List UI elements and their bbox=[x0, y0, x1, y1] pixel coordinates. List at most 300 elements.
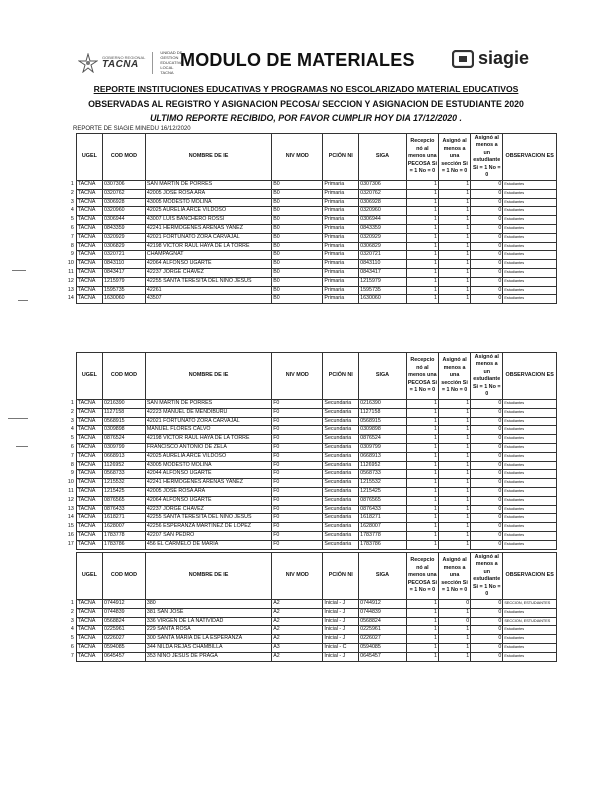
siga-cell: 0307306 bbox=[359, 181, 407, 190]
nombre-ie-cell: 42021 FORTUNATO ZORA CARVAJAL bbox=[145, 233, 271, 242]
ugel-cell: TACNA bbox=[76, 260, 102, 269]
ugel-cell: TACNA bbox=[76, 452, 102, 461]
col-opcion: PCIÓN NI bbox=[323, 553, 359, 600]
seccion-cell: 1 bbox=[438, 181, 470, 190]
estudiante-cell: 0 bbox=[471, 608, 503, 617]
nombre-ie-cell: MANUEL FLORES CALVO bbox=[145, 426, 271, 435]
ugel-cell: TACNA bbox=[76, 540, 102, 549]
observacion-cell: Estudiantes bbox=[503, 286, 557, 295]
niv-mod-cell: F0 bbox=[272, 531, 323, 540]
nombre-ie-cell: 42064 ALFONSO UGARTE bbox=[145, 496, 271, 505]
cod-mod-cell: 0309799 bbox=[103, 443, 146, 452]
siga-cell: 0320721 bbox=[359, 251, 407, 260]
row-number: 3 bbox=[70, 617, 74, 624]
observacion-cell: SECCION, ESTUDIANTES bbox=[503, 600, 557, 609]
estudiante-cell: 0 bbox=[471, 626, 503, 635]
siga-cell: 0645457 bbox=[359, 652, 407, 661]
row-number: 7 bbox=[70, 452, 74, 459]
table-row bbox=[62, 408, 557, 417]
row-number: 13 bbox=[67, 286, 74, 293]
opcion-cell: Primaria bbox=[323, 242, 359, 251]
siga-cell: 0216390 bbox=[359, 400, 407, 409]
seccion-cell: 1 bbox=[438, 643, 470, 652]
opcion-cell: Inicial - J bbox=[323, 600, 359, 609]
nombre-ie-cell: 344 NILDA REJAS CHAMBILLA bbox=[145, 643, 271, 652]
opcion-cell: Secundaria bbox=[323, 435, 359, 444]
estudiante-cell: 0 bbox=[471, 505, 503, 514]
niv-mod-cell: F0 bbox=[272, 496, 323, 505]
table-row bbox=[62, 242, 557, 251]
blank-header bbox=[62, 134, 76, 181]
estudiante-cell: 0 bbox=[471, 286, 503, 295]
pecosa-cell: 1 bbox=[406, 540, 438, 549]
pecosa-cell: 1 bbox=[406, 470, 438, 479]
opcion-cell: Secundaria bbox=[323, 523, 359, 532]
pecosa-cell: 1 bbox=[406, 531, 438, 540]
nombre-ie-cell: 353 NIÑO JESUS DE PRAGA bbox=[145, 652, 271, 661]
siga-cell: 1127158 bbox=[359, 408, 407, 417]
nombre-ie-cell: 42237 JORGE CHAVEZ bbox=[145, 268, 271, 277]
niv-mod-cell: F0 bbox=[272, 505, 323, 514]
col-pecosa: Recepcio nó al menos una PECOSA Si = 1 No = 0 bbox=[406, 134, 438, 181]
table-row bbox=[62, 417, 557, 426]
pecosa-cell: 1 bbox=[406, 617, 438, 626]
nombre-ie-cell: 42044 ALFONSO UGARTE bbox=[145, 470, 271, 479]
col-opcion: PCIÓN NI bbox=[323, 134, 359, 181]
pecosa-cell: 1 bbox=[406, 600, 438, 609]
seccion-cell: 1 bbox=[438, 470, 470, 479]
niv-mod-cell: F0 bbox=[272, 417, 323, 426]
row-number: 5 bbox=[70, 216, 74, 223]
seccion-cell: 0 bbox=[438, 617, 470, 626]
row-number: 2 bbox=[70, 408, 74, 415]
table-row bbox=[62, 286, 557, 295]
pecosa-cell: 1 bbox=[406, 242, 438, 251]
estudiante-cell: 0 bbox=[471, 181, 503, 190]
observacion-cell: SECCION, ESTUDIANTES bbox=[503, 617, 557, 626]
table-row bbox=[62, 224, 557, 233]
opcion-cell: Secundaria bbox=[323, 443, 359, 452]
siga-cell: 0320929 bbox=[359, 233, 407, 242]
estudiante-cell: 0 bbox=[471, 251, 503, 260]
row-number: 16 bbox=[67, 531, 74, 538]
ugel-cell: TACNA bbox=[76, 487, 102, 496]
opcion-cell: Primaria bbox=[323, 268, 359, 277]
pecosa-cell: 1 bbox=[406, 268, 438, 277]
seccion-cell: 1 bbox=[438, 426, 470, 435]
table-header-row bbox=[62, 553, 557, 600]
table-row bbox=[62, 496, 557, 505]
opcion-cell: Secundaria bbox=[323, 531, 359, 540]
nombre-ie-cell: 42005 JOSE ROSA ARA bbox=[145, 487, 271, 496]
opcion-cell: Primaria bbox=[323, 216, 359, 225]
table-row bbox=[62, 635, 557, 644]
niv-mod-cell: B0 bbox=[272, 277, 323, 286]
table-row bbox=[62, 268, 557, 277]
col-pecosa: Recepcio nó al menos una PECOSA Si = 1 No = 0 bbox=[406, 553, 438, 600]
opcion-cell: Primaria bbox=[323, 260, 359, 269]
siga-cell: 0744839 bbox=[359, 608, 407, 617]
table-row bbox=[62, 295, 557, 304]
niv-mod-cell: B0 bbox=[272, 216, 323, 225]
table-primaria bbox=[62, 133, 557, 304]
row-number: 1 bbox=[70, 600, 74, 606]
ugel-cell: TACNA bbox=[76, 268, 102, 277]
ugel-cell: TACNA bbox=[76, 435, 102, 444]
niv-mod-cell: F0 bbox=[272, 470, 323, 479]
ugel-cell: TACNA bbox=[76, 426, 102, 435]
row-number: 5 bbox=[70, 635, 74, 642]
ugel-cell: TACNA bbox=[76, 514, 102, 523]
pecosa-cell: 1 bbox=[406, 652, 438, 661]
row-number: 9 bbox=[70, 470, 74, 477]
cod-mod-cell: 0594085 bbox=[103, 643, 146, 652]
cod-mod-cell: 0876565 bbox=[103, 496, 146, 505]
observacion-cell: Estudiantes bbox=[503, 531, 557, 540]
pecosa-cell: 1 bbox=[406, 207, 438, 216]
niv-mod-cell: B0 bbox=[272, 224, 323, 233]
opcion-cell: Inicial - J bbox=[323, 635, 359, 644]
nombre-ie-cell: 43005 MODESTO MOLINA bbox=[145, 461, 271, 470]
ugel-cell: TACNA bbox=[76, 295, 102, 304]
cod-mod-cell: 0843417 bbox=[103, 268, 146, 277]
pecosa-cell: 1 bbox=[406, 400, 438, 409]
table-row bbox=[62, 400, 557, 409]
col-ugel: UGEL bbox=[76, 353, 102, 400]
opcion-cell: Secundaria bbox=[323, 496, 359, 505]
ugel-cell: TACNA bbox=[76, 496, 102, 505]
estudiante-cell: 0 bbox=[471, 242, 503, 251]
niv-mod-cell: B0 bbox=[272, 251, 323, 260]
siga-cell: 0226027 bbox=[359, 635, 407, 644]
table-row bbox=[62, 540, 557, 549]
siga-cell: 0320762 bbox=[359, 189, 407, 198]
row-number: 9 bbox=[70, 251, 74, 258]
opcion-cell: Secundaria bbox=[323, 452, 359, 461]
seccion-cell: 1 bbox=[438, 608, 470, 617]
estudiante-cell: 0 bbox=[471, 600, 503, 609]
seccion-cell: 1 bbox=[438, 260, 470, 269]
estudiante-cell: 0 bbox=[471, 652, 503, 661]
nombre-ie-cell: 229 SANTA ROSA bbox=[145, 626, 271, 635]
opcion-cell: Secundaria bbox=[323, 400, 359, 409]
observacion-cell: Estudiantes bbox=[503, 608, 557, 617]
pecosa-cell: 1 bbox=[406, 417, 438, 426]
seccion-cell: 1 bbox=[438, 435, 470, 444]
nombre-ie-cell: 42198 VICTOR RAUL HAYA DE LA TORRE bbox=[145, 242, 271, 251]
col-pecosa: Recepcio nó al menos una PECOSA Si = 1 No = 0 bbox=[406, 353, 438, 400]
row-number: 15 bbox=[67, 523, 74, 530]
observacion-cell: Estudiantes bbox=[503, 435, 557, 444]
cod-mod-cell: 0843110 bbox=[103, 260, 146, 269]
nombre-ie-cell: 42255 SANTA TERESITA DEL NIÑO JESUS bbox=[145, 277, 271, 286]
nombre-ie-cell: SAN MARTIN DE PORRES bbox=[145, 181, 271, 190]
opcion-cell: Primaria bbox=[323, 198, 359, 207]
nombre-ie-cell: 380 bbox=[145, 600, 271, 609]
nombre-ie-cell: 42237 JORGE CHAVEZ bbox=[145, 505, 271, 514]
ugel-cell: TACNA bbox=[76, 461, 102, 470]
observacion-cell: Estudiantes bbox=[503, 643, 557, 652]
col-estudiante: Asignó al menos a un estudiante Si = 1 No = 0 bbox=[471, 134, 503, 181]
blank-header bbox=[62, 353, 76, 400]
scan-mark bbox=[18, 300, 28, 301]
seccion-cell: 1 bbox=[438, 487, 470, 496]
niv-mod-cell: F0 bbox=[272, 514, 323, 523]
row-number: 12 bbox=[67, 496, 74, 503]
table-row bbox=[62, 600, 557, 609]
observacion-cell: Estudiantes bbox=[503, 514, 557, 523]
seccion-cell: 1 bbox=[438, 189, 470, 198]
table-row bbox=[62, 523, 557, 532]
table-row bbox=[62, 479, 557, 488]
col-cod-mod: COD MOD bbox=[103, 353, 146, 400]
row-number: 8 bbox=[70, 242, 74, 249]
ugel-cell: TACNA bbox=[76, 608, 102, 617]
observacion-cell: Estudiantes bbox=[503, 233, 557, 242]
table-secundaria bbox=[62, 352, 557, 550]
cod-mod-cell: 0876433 bbox=[103, 505, 146, 514]
nombre-ie-cell: 42241 HERMOGENES ARENAS YAÑEZ bbox=[145, 479, 271, 488]
cod-mod-cell: 1783778 bbox=[103, 531, 146, 540]
opcion-cell: Primaria bbox=[323, 277, 359, 286]
observacion-cell: Estudiantes bbox=[503, 487, 557, 496]
row-number: 6 bbox=[70, 643, 74, 650]
seccion-cell: 1 bbox=[438, 198, 470, 207]
row-number: 4 bbox=[70, 207, 74, 214]
ugel-cell: TACNA bbox=[76, 216, 102, 225]
observacion-cell: Estudiantes bbox=[503, 260, 557, 269]
observacion-cell: Estudiantes bbox=[503, 540, 557, 549]
table-row bbox=[62, 531, 557, 540]
table-row bbox=[62, 260, 557, 269]
nombre-ie-cell: 42223 MANUEL DE MENDIBURU bbox=[145, 408, 271, 417]
table-row bbox=[62, 189, 557, 198]
col-nombre-ie: NOMBRE DE IE bbox=[145, 134, 271, 181]
seccion-cell: 1 bbox=[438, 251, 470, 260]
ugel-cell: TACNA bbox=[76, 189, 102, 198]
estudiante-cell: 0 bbox=[471, 224, 503, 233]
ugel-cell: TACNA bbox=[76, 408, 102, 417]
cod-mod-cell: 0843359 bbox=[103, 224, 146, 233]
row-number: 6 bbox=[70, 224, 74, 231]
col-nombre-ie: NOMBRE DE IE bbox=[145, 353, 271, 400]
observacion-cell: Estudiantes bbox=[503, 216, 557, 225]
ugel-cell: TACNA bbox=[76, 479, 102, 488]
observacion-cell: Estudiantes bbox=[503, 505, 557, 514]
row-number: 7 bbox=[70, 233, 74, 240]
nombre-ie-cell: 43507 bbox=[145, 295, 271, 304]
col-seccion: Asignó al menos a una sección Si = 1 No = 0 bbox=[438, 353, 470, 400]
observacion-cell: Estudiantes bbox=[503, 523, 557, 532]
pecosa-cell: 1 bbox=[406, 435, 438, 444]
logo-region-name: TACNA bbox=[102, 58, 139, 70]
estudiante-cell: 0 bbox=[471, 487, 503, 496]
siga-cell: 0309898 bbox=[359, 426, 407, 435]
logo-region-small: GOBIERNO REGIONAL bbox=[102, 54, 146, 60]
pecosa-cell: 1 bbox=[406, 514, 438, 523]
table-row bbox=[62, 426, 557, 435]
cod-mod-cell: 0307306 bbox=[103, 181, 146, 190]
table-row bbox=[62, 626, 557, 635]
seccion-cell: 1 bbox=[438, 496, 470, 505]
seccion-cell: 1 bbox=[438, 514, 470, 523]
siga-cell: 0876524 bbox=[359, 435, 407, 444]
pecosa-cell: 1 bbox=[406, 286, 438, 295]
page-title: MODULO DE MATERIALES bbox=[180, 50, 415, 70]
nombre-ie-cell: 42261 bbox=[145, 286, 271, 295]
scan-mark bbox=[16, 446, 28, 447]
table-row bbox=[62, 470, 557, 479]
siga-cell: 0876433 bbox=[359, 505, 407, 514]
seccion-cell: 1 bbox=[438, 652, 470, 661]
nombre-ie-cell: FRANCISCO ANTONIO DE ZELA bbox=[145, 443, 271, 452]
seccion-cell: 1 bbox=[438, 242, 470, 251]
observacion-cell: Estudiantes bbox=[503, 461, 557, 470]
col-observaciones: OBSERVACION ES bbox=[503, 353, 557, 400]
table-header-row bbox=[62, 134, 557, 181]
cod-mod-cell: 0306928 bbox=[103, 198, 146, 207]
cod-mod-cell: 1127158 bbox=[103, 408, 146, 417]
col-ugel: UGEL bbox=[76, 134, 102, 181]
niv-mod-cell: F0 bbox=[272, 523, 323, 532]
opcion-cell: Inicial - J bbox=[323, 608, 359, 617]
table-inicial bbox=[62, 552, 557, 662]
niv-mod-cell: F0 bbox=[272, 443, 323, 452]
siga-cell: 1215532 bbox=[359, 479, 407, 488]
col-seccion: Asignó al menos a una sección Si = 1 No = 0 bbox=[438, 553, 470, 600]
opcion-cell: Primaria bbox=[323, 233, 359, 242]
niv-mod-cell: B0 bbox=[272, 268, 323, 277]
estudiante-cell: 0 bbox=[471, 514, 503, 523]
estudiante-cell: 0 bbox=[471, 260, 503, 269]
seccion-cell: 1 bbox=[438, 268, 470, 277]
opcion-cell: Secundaria bbox=[323, 487, 359, 496]
opcion-cell: Secundaria bbox=[323, 470, 359, 479]
table-row bbox=[62, 452, 557, 461]
siga-cell: 1630060 bbox=[359, 295, 407, 304]
cod-mod-cell: 1783786 bbox=[103, 540, 146, 549]
scan-mark bbox=[8, 418, 28, 419]
siga-cell: 1618271 bbox=[359, 514, 407, 523]
report-title-line1: REPORTE INSTITUCIONES EDUCATIVAS Y PROGRAMAS NO ESCOLARIZADO MATERIAL EDUCATIVOS bbox=[93, 84, 519, 94]
nombre-ie-cell: SAN MARTIN DE PORRES bbox=[145, 400, 271, 409]
niv-mod-cell: F0 bbox=[272, 540, 323, 549]
siga-cell: 0668913 bbox=[359, 452, 407, 461]
row-number: 4 bbox=[70, 426, 74, 433]
logo-divider bbox=[152, 52, 153, 74]
siagie-mark-icon bbox=[452, 50, 474, 68]
opcion-cell: Primaria bbox=[323, 295, 359, 304]
estudiante-cell: 0 bbox=[471, 479, 503, 488]
cod-mod-cell: 0320721 bbox=[103, 251, 146, 260]
estudiante-cell: 0 bbox=[471, 523, 503, 532]
seccion-cell: 1 bbox=[438, 207, 470, 216]
nombre-ie-cell: CHAMPAGNAT bbox=[145, 251, 271, 260]
scan-mark bbox=[12, 270, 26, 271]
estudiante-cell: 0 bbox=[471, 426, 503, 435]
siga-cell: 0744912 bbox=[359, 600, 407, 609]
niv-mod-cell: B0 bbox=[272, 295, 323, 304]
estudiante-cell: 0 bbox=[471, 435, 503, 444]
col-siga: SIGA bbox=[359, 353, 407, 400]
pecosa-cell: 1 bbox=[406, 233, 438, 242]
col-nombre-ie: NOMBRE DE IE bbox=[145, 553, 271, 600]
table-row bbox=[62, 233, 557, 242]
estudiante-cell: 0 bbox=[471, 216, 503, 225]
pecosa-cell: 1 bbox=[406, 635, 438, 644]
opcion-cell: Inicial - J bbox=[323, 617, 359, 626]
cod-mod-cell: 0320929 bbox=[103, 233, 146, 242]
opcion-cell: Secundaria bbox=[323, 505, 359, 514]
observacion-cell: Estudiantes bbox=[503, 479, 557, 488]
ugel-cell: TACNA bbox=[76, 652, 102, 661]
cod-mod-cell: 1628007 bbox=[103, 523, 146, 532]
observacion-cell: Estudiantes bbox=[503, 181, 557, 190]
observacion-cell: Estudiantes bbox=[503, 224, 557, 233]
niv-mod-cell: B0 bbox=[272, 286, 323, 295]
pecosa-cell: 1 bbox=[406, 523, 438, 532]
opcion-cell: Inicial - C bbox=[323, 643, 359, 652]
siga-cell: 0876565 bbox=[359, 496, 407, 505]
row-number: 3 bbox=[70, 417, 74, 424]
ugel-cell: TACNA bbox=[76, 600, 102, 609]
report-deadline-line: ULTIMO REPORTE RECIBIDO, POR FAVOR CUMPLIR HOY DIA 17/12/2020 . bbox=[150, 113, 462, 123]
seccion-cell: 1 bbox=[438, 505, 470, 514]
siga-cell: 0843359 bbox=[359, 224, 407, 233]
row-number: 11 bbox=[68, 268, 74, 275]
pecosa-cell: 1 bbox=[406, 295, 438, 304]
observacion-cell: Estudiantes bbox=[503, 189, 557, 198]
siga-cell: 1783786 bbox=[359, 540, 407, 549]
estudiante-cell: 0 bbox=[471, 207, 503, 216]
cod-mod-cell: 1215425 bbox=[103, 487, 146, 496]
row-number: 2 bbox=[70, 189, 74, 196]
cod-mod-cell: 0876524 bbox=[103, 435, 146, 444]
ugel-cell: TACNA bbox=[76, 198, 102, 207]
cod-mod-cell: 0320960 bbox=[103, 207, 146, 216]
siagie-logo bbox=[452, 48, 529, 69]
opcion-cell: Primaria bbox=[323, 286, 359, 295]
cod-mod-cell: 1630060 bbox=[103, 295, 146, 304]
estudiante-cell: 0 bbox=[471, 461, 503, 470]
nombre-ie-cell: 42064 ALFONSO UGARTE bbox=[145, 260, 271, 269]
ugel-cell: TACNA bbox=[76, 224, 102, 233]
estudiante-cell: 0 bbox=[471, 408, 503, 417]
table-row bbox=[62, 652, 557, 661]
niv-mod-cell: B0 bbox=[272, 189, 323, 198]
table-row bbox=[62, 251, 557, 260]
observacion-cell: Estudiantes bbox=[503, 652, 557, 661]
pecosa-cell: 1 bbox=[406, 198, 438, 207]
pecosa-cell: 1 bbox=[406, 496, 438, 505]
table-row bbox=[62, 435, 557, 444]
seccion-cell: 1 bbox=[438, 443, 470, 452]
observacion-cell: Estudiantes bbox=[503, 426, 557, 435]
table-row bbox=[62, 207, 557, 216]
siga-cell: 0320960 bbox=[359, 207, 407, 216]
row-number: 14 bbox=[67, 514, 74, 521]
seccion-cell: 1 bbox=[438, 233, 470, 242]
row-number: 4 bbox=[70, 626, 74, 633]
table-row bbox=[62, 277, 557, 286]
niv-mod-cell: F0 bbox=[272, 400, 323, 409]
ugel-cell: TACNA bbox=[76, 400, 102, 409]
nombre-ie-cell: 381 SAN JOSE bbox=[145, 608, 271, 617]
seccion-cell: 1 bbox=[438, 417, 470, 426]
observacion-cell: Estudiantes bbox=[503, 242, 557, 251]
page-header bbox=[0, 0, 612, 80]
row-number: 2 bbox=[70, 608, 74, 615]
